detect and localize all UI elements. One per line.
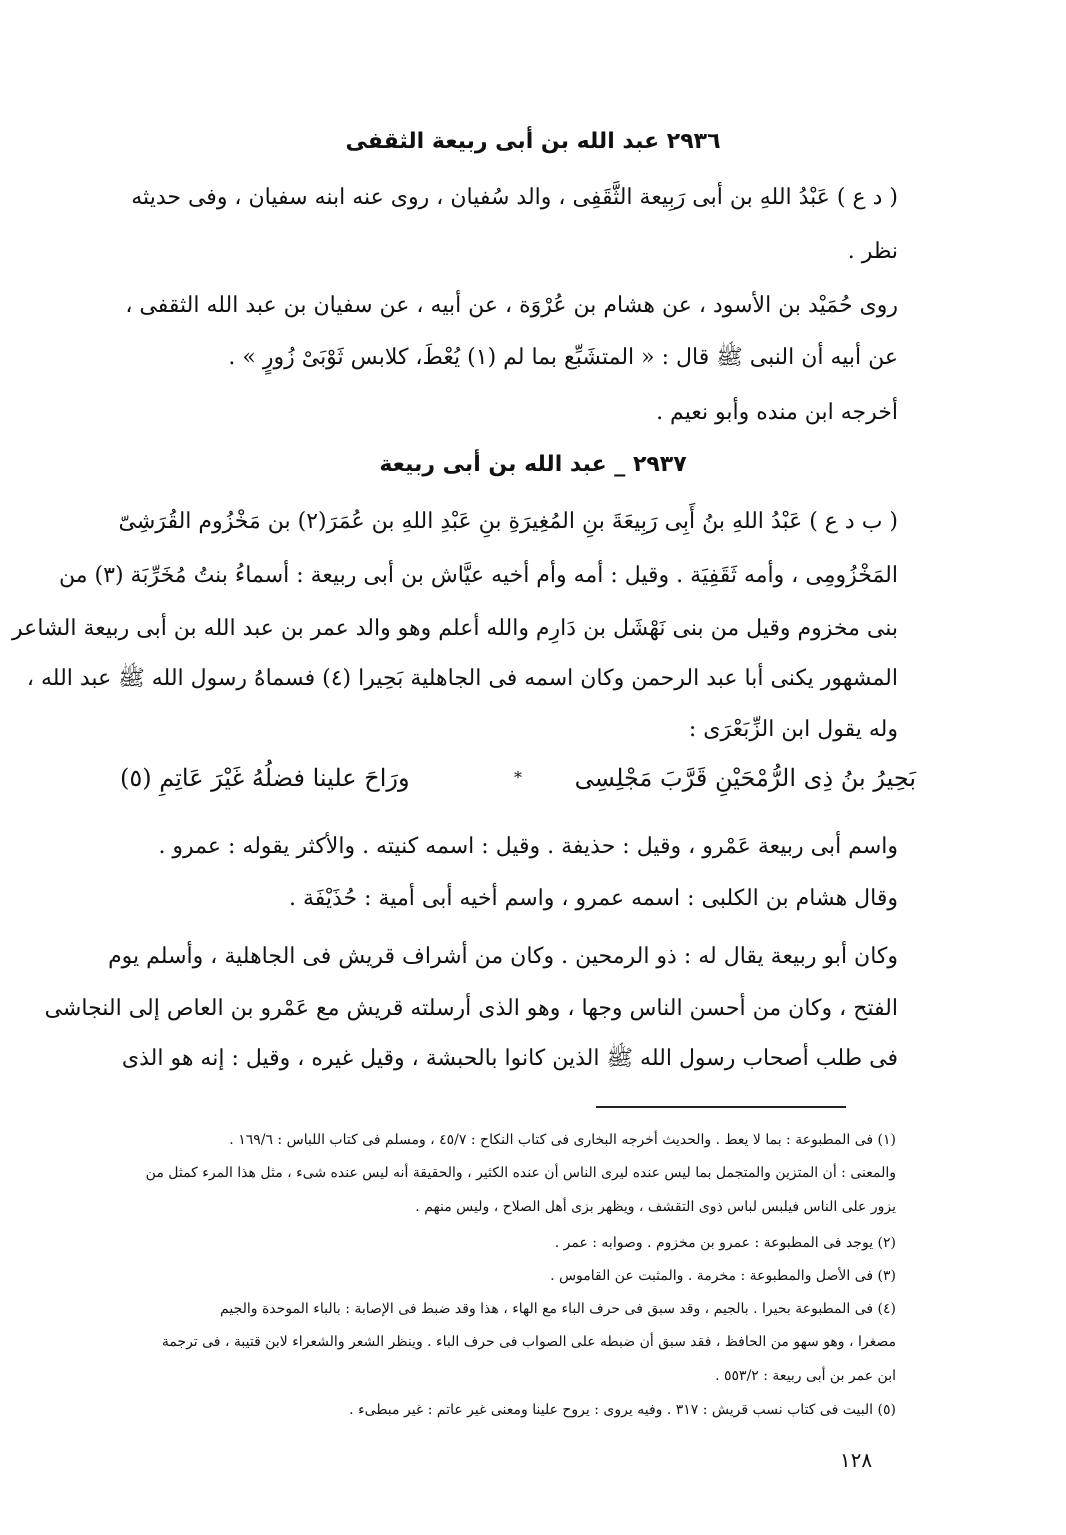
entry-2936-line-5: أخرجه ابن منده وأبو نعيم . [656, 400, 898, 425]
entry-2937-heading: ٢٩٣٧ _ عبد الله بن أبى ربيعة [379, 452, 687, 477]
entry-2936-heading: ٢٩٣٦ عبد الله بن أبى ربيعة الثقفى [345, 129, 721, 154]
poem-separator: * [514, 768, 522, 787]
footnote-line-7: مصغرا ، وهو سهو من الحافظ ، فقد سبق أن ضبطه على الصواب فى حرف الباء . وينظر الشعر والشعراء لابن قتيبة ، فى ترجمة [161, 1334, 896, 1350]
entry-2937-line-6: واسم أبى ربيعة عَمْرو ، وقيل : حذيفة . وقيل : اسمه كنيته . والأكثر يقوله : عمرو . [158, 834, 898, 859]
footnote-line-9: (٥) البيت فى كتاب نسب قريش : ٣١٧ . وفيه يروى : يروح علينا ومعنى غير عاتم : غير مبطىء . [349, 1402, 896, 1418]
entry-2937-line-4: المشهور يكنى أبا عبد الرحمن وكان اسمه فى الجاهلية بَحِيرا (٤) فسماهُ رسول الله ﷺ عبد الله ، [26, 666, 898, 691]
footnote-line-8: ابن عمر بن أبى ربيعة : ٥٥٣/٢ . [715, 1368, 896, 1384]
entry-2936-line-1: ( د ع ) عَبْدُ اللهِ بن أبى رَبِيعة الثَّقَفِى ، والد سُفيان ، روى عنه ابنه سفيان ، وفى حديثه [131, 185, 898, 210]
entry-2937-line-7: وقال هشام بن الكلبى : اسمه عمرو ، واسم أخيه أبى أمية : حُذَيْفَة . [288, 886, 898, 911]
footnote-line-1: (١) فى المطبوعة : بما لا يعط . والحديث أخرجه البخارى فى كتاب النكاح : ٤٥/٧ ، ومسلم فى كتاب اللباس : ١٦٩/٦ . [229, 1132, 896, 1148]
footnote-line-4: (٢) يوجد فى المطبوعة : عمرو بن مخزوم . وصوابه : عمر . [554, 1235, 896, 1251]
entry-2937-line-9: الفتح ، وكان من أحسن الناس وجها ، وهو الذى أرسلته قريش مع عَمْرو بن العاص إلى النجاشى [44, 996, 898, 1021]
entry-2937-line-5: وله يقول ابن الزِّبَعْرَى : [688, 717, 898, 742]
entry-2936-line-3: روى حُمَيْد بن الأسود ، عن هشام بن عُرْوَة ، عن أبيه ، عن سفيان بن عبد الله الثقفى ، [125, 293, 898, 318]
page-number: ١٢٨ [839, 1448, 873, 1472]
poem-first-hemistich: بَحِيرُ بنُ ذِى الرُّمْحَيْنِ قَرَّبَ مَجْلِسِى [574, 764, 916, 792]
footnote-line-2: والمعنى : أن المتزين والمتجمل بما ليس عنده ليرى الناس أن عنده الكثير ، والحقيقة أنه ليس عنده شىء ، مثل هذا المرء كمثل من [145, 1165, 896, 1181]
entry-2936-line-2: نظر . [847, 239, 898, 264]
entry-2937-line-3: بنى مخزوم وقيل من بنى نَهْشَل بن دَارِم والله أعلم وهو والد عمر بن عبد الله بن أبى ربيعة الشاعر [12, 616, 898, 641]
entry-2936-line-4: عن أبيه أن النبى ﷺ قال : « المتشَبِّع بما لم (١) يُعْطَ، كلابس ثَوْبَىْ زُورٍ » . [228, 345, 898, 370]
footnote-line-5: (٣) فى الأصل والمطبوعة : مخرمة . والمثبت عن القاموس . [550, 1268, 896, 1284]
footnote-separator [596, 1106, 846, 1108]
entry-2937-line-1: ( ب د ع ) عَبْدُ اللهِ بنُ أَبِى رَبِيعَةَ بنِ المُغِيرَةِ بنِ عَبْدِ اللهِ بن عُمَرَ(٢) بن مَخْزُوم القُرَشِىّ [118, 509, 898, 534]
footnote-line-3: يزور على الناس فيلبس لباس ذوى التقشف ، ويظهر بزى أهل الصلاح ، وليس منهم . [415, 1199, 896, 1215]
entry-2937-line-10: فى طلب أصحاب رسول الله ﷺ الذين كانوا بالحبشة ، وقيل غيره ، وقيل : إنه هو الذى [121, 1046, 898, 1071]
poem-second-hemistich: ورَاحَ علينا فضلُهُ غَيْرَ عَاتِمِ (٥) [120, 764, 410, 792]
poem-verse [120, 758, 916, 798]
footnote-line-6: (٤) فى المطبوعة بحيرا . بالجيم ، وقد سبق فى حرف الباء مع الهاء ، هذا وقد ضبط فى الإصابة : بالباء الموحدة والجيم [220, 1301, 896, 1317]
entry-2937-line-2: المَخْزُومِى ، وأمه ثَقَفِيَة . وقيل : أمه وأم أخيه عيَّاش بن أبى ربيعة : أسماءُ بنتُ مُخَرِّبَة (٣) من [59, 563, 898, 588]
entry-2937-line-8: وكان أبو ربيعة يقال له : ذو الرمحين . وكان من أشراف قريش فى الجاهلية ، وأسلم يوم [108, 944, 898, 969]
